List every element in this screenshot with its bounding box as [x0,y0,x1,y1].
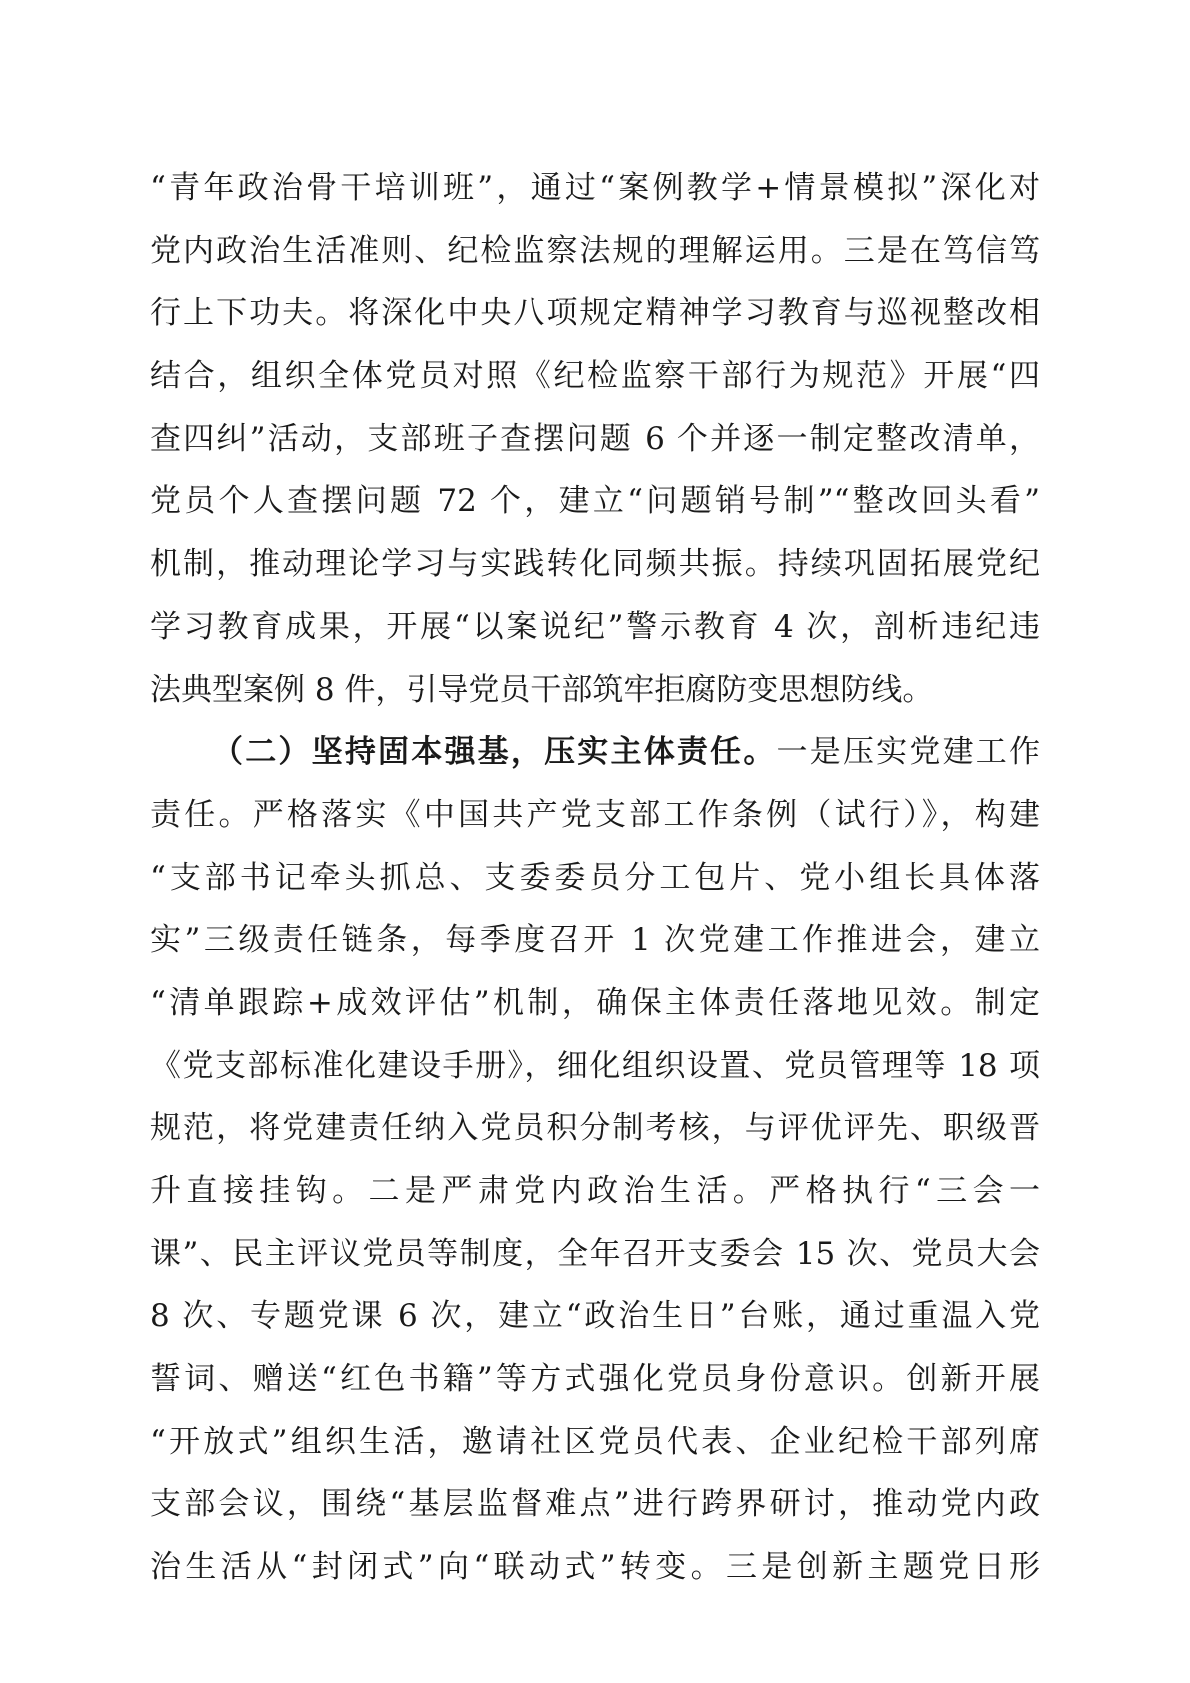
text-line: “支部书记牵头抓总、支委委员分工包片、党小组长具体落 [150,859,1040,896]
body-text [150,157,1040,1599]
section-heading: （二）坚持固本强基，压实主体责任。 [212,734,777,771]
text-line: 行上下功夫。将深化中央八项规定精神学习教育与巡视整改相 [150,295,1040,332]
section-heading-line [150,721,1040,784]
text-line: 法典型案例 8 件，引导党员干部筑牢拒腐防变思想防线。 [150,671,934,708]
text-line: 党员个人查摆问题 72 个，建立“问题销号制”“整改回头看” [150,483,1040,520]
section-heading-rest: 一是压实党建工作 [776,734,1040,771]
text-line: 《党支部标准化建设手册》，细化组织设置、党员管理等 18 项 [150,1047,1040,1084]
text-line: 规范，将党建责任纳入党员积分制考核，与评优评先、职级晋 [150,1110,1040,1147]
text-line: “清单跟踪+成效评估”机制，确保主体责任落地见效。制定 [150,984,1040,1021]
text-line: 升直接挂钩。二是严肃党内政治生活。严格执行“三会一 [150,1173,1040,1209]
text-line: 责任。严格落实《中国共产党支部工作条例（试行）》，构建 [150,796,1040,833]
text-line: “开放式”组织生活，邀请社区党员代表、企业纪检干部列席 [150,1423,1040,1460]
text-line: 课”、民主评议党员等制度，全年召开支委会 15 次、党员大会 [150,1235,1040,1272]
text-line: 支部会议，围绕“基层监督难点”进行跨界研讨，推动党内政 [150,1486,1040,1523]
text-line: 学习教育成果，开展“以案说纪”警示教育 4 次，剖析违纪违 [150,608,1040,645]
text-line: 8 次、专题党课 6 次，建立“政治生日”台账，通过重温入党 [150,1298,1040,1335]
text-line: 党内政治生活准则、纪检监察法规的理解运用。三是在笃信笃 [150,232,1040,269]
text-line: 结合，组织全体党员对照《纪检监察干部行为规范》开展“四 [150,358,1040,395]
text-line: 誓词、赠送“红色书籍”等方式强化党员身份意识。创新开展 [150,1361,1040,1398]
text-line: 机制，推动理论学习与实践转化同频共振。持续巩固拓展党纪 [150,546,1040,583]
text-line: 治生活从“封闭式”向“联动式”转变。三是创新主题党日形 [150,1549,1040,1586]
text-line: 实”三级责任链条，每季度召开 1 次党建工作推进会，建立 [150,922,1040,959]
text-line: 查四纠”活动，支部班子查摆问题 6 个并逐一制定整改清单， [150,420,1040,457]
text-line: “青年政治骨干培训班”，通过“案例教学+情景模拟”深化对 [150,170,1040,206]
